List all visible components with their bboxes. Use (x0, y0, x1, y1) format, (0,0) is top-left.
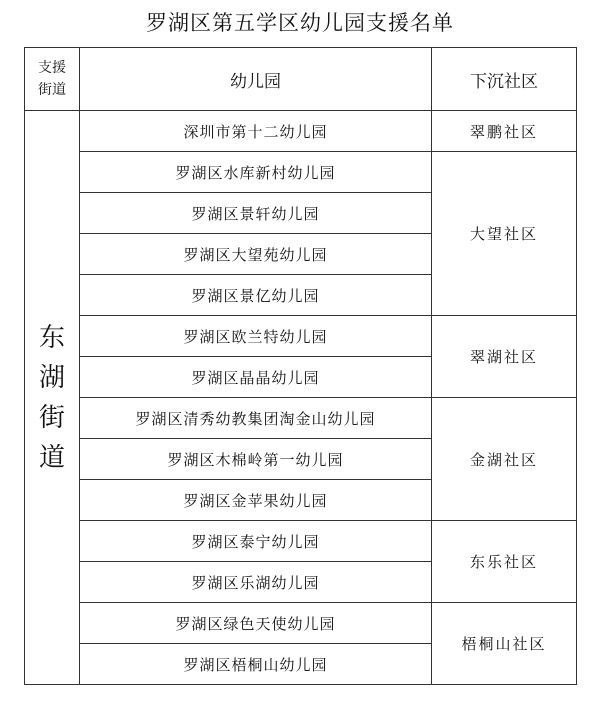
street-name-char: 道 (38, 442, 65, 473)
kindergarten-support-table (24, 47, 577, 685)
header-street-line1: 支援 (38, 60, 66, 76)
street-name-cell (25, 111, 80, 685)
community-name-cell: 大望社区 (432, 152, 577, 316)
table-row (25, 398, 577, 439)
table-body (25, 111, 577, 685)
community-name-cell: 翠湖社区 (432, 316, 577, 398)
kindergarten-name-cell: 罗湖区绿色天使幼儿园 (80, 603, 432, 644)
community-name-cell: 东乐社区 (432, 521, 577, 603)
street-name-char: 街 (38, 402, 65, 433)
kindergarten-name-cell: 罗湖区大望苑幼儿园 (80, 234, 432, 275)
kindergarten-name-cell: 罗湖区梧桐山幼儿园 (80, 644, 432, 685)
table-row (25, 521, 577, 562)
kindergarten-name-cell: 罗湖区水库新村幼儿园 (80, 152, 432, 193)
kindergarten-name-cell: 罗湖区乐湖幼儿园 (80, 562, 432, 603)
table-header-row (25, 48, 577, 111)
table-row (25, 316, 577, 357)
street-name-char: 湖 (38, 362, 65, 393)
kindergarten-name-cell: 罗湖区金苹果幼儿园 (80, 480, 432, 521)
kindergarten-name-cell: 罗湖区景轩幼儿园 (80, 193, 432, 234)
table-row (25, 152, 577, 193)
kindergarten-name-cell: 深圳市第十二幼儿园 (80, 111, 432, 152)
document-title: 罗湖区第五学区幼儿园支援名单 (146, 11, 454, 35)
street-name-char: 东 (38, 322, 65, 353)
table-row (25, 111, 577, 152)
kindergarten-name-cell: 罗湖区木棉岭第一幼儿园 (80, 439, 432, 480)
kindergarten-name-cell: 罗湖区晶晶幼儿园 (80, 357, 432, 398)
kindergarten-name-cell: 罗湖区清秀幼教集团淘金山幼儿园 (80, 398, 432, 439)
header-support-street (25, 48, 80, 111)
table-row (25, 603, 577, 644)
header-street-line2: 街道 (38, 82, 66, 98)
kindergarten-name-cell: 罗湖区景亿幼儿园 (80, 275, 432, 316)
community-name-cell: 梧桐山社区 (432, 603, 577, 685)
community-name-cell: 金湖社区 (432, 398, 577, 521)
kindergarten-name-cell: 罗湖区泰宁幼儿园 (80, 521, 432, 562)
community-name-cell: 翠鹏社区 (432, 111, 577, 152)
kindergarten-name-cell: 罗湖区欧兰特幼儿园 (80, 316, 432, 357)
header-community: 下沉社区 (432, 48, 577, 111)
header-kindergarten: 幼儿园 (80, 48, 432, 111)
